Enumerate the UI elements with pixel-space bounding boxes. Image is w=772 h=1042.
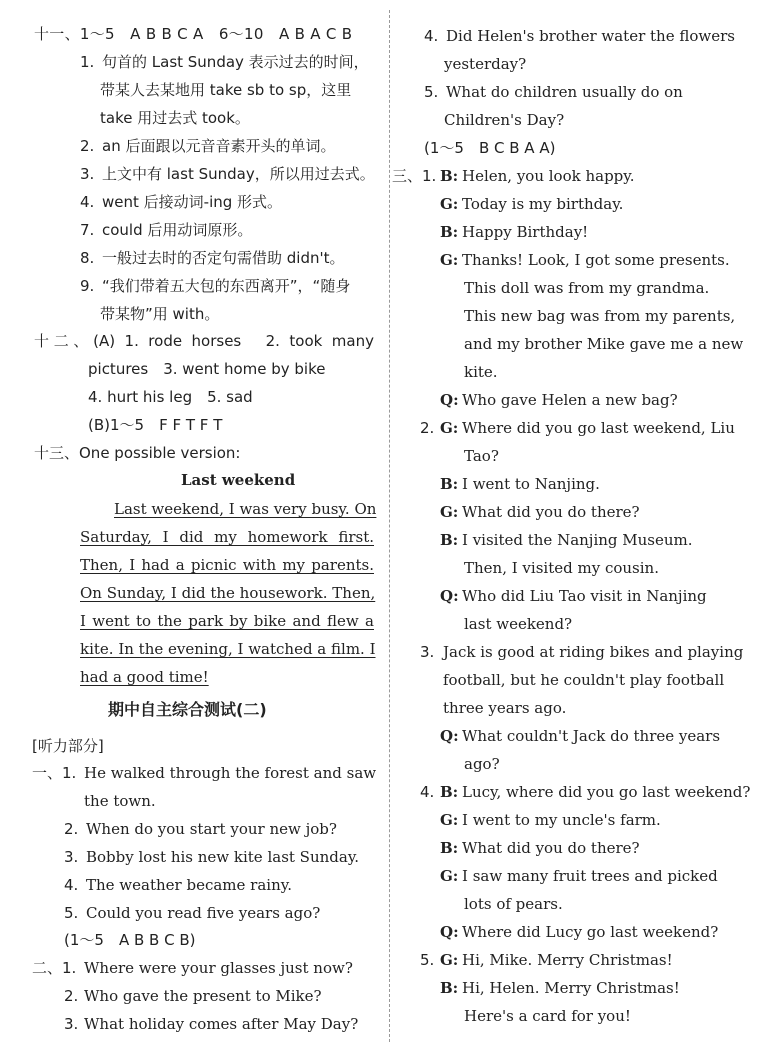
dialog-line: What did you do there?	[462, 503, 640, 521]
dialog-line: lots of pears.	[464, 895, 563, 913]
item-text: Did Helen's brother water the flowers	[446, 27, 735, 45]
dialog-line: three years ago.	[443, 699, 567, 717]
dialog-line: What couldn't Jack do three years	[462, 727, 721, 745]
speaker-label: G:	[440, 251, 459, 269]
dialog-line: Thanks! Look, I got some presents.	[462, 251, 730, 269]
dialog-line: Who did Liu Tao visit in Nanjing	[462, 587, 707, 605]
item-text: When do you start your new job?	[86, 820, 337, 838]
test-title: 期中自主综合测试(二)	[108, 700, 267, 719]
item-number: 二、1.	[32, 959, 77, 977]
column-divider	[389, 10, 390, 1042]
item-number: 3.	[64, 1015, 79, 1033]
essay-line: Last weekend, I was very busy. On	[114, 500, 377, 518]
note-number: 4.	[80, 193, 95, 211]
essay-line: had a good time!	[80, 668, 209, 686]
note-number: 8.	[80, 249, 95, 267]
speaker-label: B:	[440, 979, 459, 997]
speaker-label: B:	[440, 167, 459, 185]
right-answers: (1～5 B C B A A)	[424, 139, 556, 157]
item-text: What do children usually do on	[446, 83, 683, 101]
speaker-label: G:	[440, 867, 459, 885]
dialog-line: Where did you go last weekend, Liu	[462, 419, 735, 437]
dialog-5-prefix: 5.	[420, 951, 435, 969]
note-text: 上文中有 last Sunday，所以用过去式。	[102, 165, 375, 183]
item-text: He walked through the forest and saw	[84, 764, 377, 782]
dialog-line: kite.	[464, 363, 498, 381]
speaker-label: Q:	[440, 587, 459, 605]
item-text: What holiday comes after May Day?	[84, 1015, 359, 1033]
dialog-line: Jack is good at riding bikes and playing	[443, 643, 744, 661]
dialog-line: football, but he couldn't play football	[443, 671, 725, 689]
note-text: could 后用动词原形。	[102, 221, 253, 239]
section-12-line-1: 十二、(A) 1. rode horses 2. took many	[34, 332, 374, 350]
dialog-4-prefix: 4.	[420, 783, 435, 801]
note-text: 带某人去某地用 take sb to sp，这里	[100, 81, 352, 99]
item-text: Who gave the present to Mike?	[84, 987, 322, 1005]
item-text: The weather became rainy.	[86, 876, 292, 894]
dialog-line: I went to Nanjing.	[462, 475, 600, 493]
dialog-line: Today is my birthday.	[462, 195, 624, 213]
note-text: 带某物”用 with。	[100, 305, 220, 323]
speaker-label: B:	[440, 223, 459, 241]
speaker-label: Q:	[440, 727, 459, 745]
note-number: 3.	[80, 165, 95, 183]
dialog-line: Here's a card for you!	[464, 1007, 631, 1025]
dialog-line: ago?	[464, 755, 500, 773]
item-number: 2.	[64, 820, 79, 838]
dialog-line: I went to my uncle's farm.	[462, 811, 661, 829]
note-number: 1.	[80, 53, 95, 71]
item-number: 4.	[64, 876, 79, 894]
section-13-heading: 十三、One possible version:	[34, 444, 241, 462]
note-text: “我们带着五大包的东西离开”，“随身	[102, 277, 351, 295]
dialog-line: Happy Birthday!	[462, 223, 589, 241]
item-number: 一、1.	[32, 764, 77, 782]
item-number: 2.	[64, 987, 79, 1005]
dialog-line: Where did Lucy go last weekend?	[462, 923, 719, 941]
note-text: 一般过去时的否定句需借助 didn't。	[102, 249, 345, 267]
note-number: 7.	[80, 221, 95, 239]
dialog-line: I saw many fruit trees and picked	[462, 867, 718, 885]
dialog-line: Hi, Helen. Merry Christmas!	[462, 979, 680, 997]
dialog-line: Who gave Helen a new bag?	[462, 391, 678, 409]
speaker-label: G:	[440, 951, 459, 969]
dialog-line: Lucy, where did you go last weekend?	[462, 783, 751, 801]
speaker-label: G:	[440, 503, 459, 521]
dialog-line: What did you do there?	[462, 839, 640, 857]
dialog-line: Hi, Mike. Merry Christmas!	[462, 951, 673, 969]
section-12-line-4: (B)1～5 F F T F T	[88, 416, 223, 434]
speaker-label: B:	[440, 475, 459, 493]
item-text: yesterday?	[444, 55, 527, 73]
speaker-label: Q:	[440, 923, 459, 941]
speaker-label: Q:	[440, 391, 459, 409]
item-number: 3.	[64, 848, 79, 866]
note-text: went 后接动词-ing 形式。	[102, 193, 283, 211]
speaker-label: G:	[440, 195, 459, 213]
item-number: 5.	[424, 83, 439, 101]
essay-line: I went to the park by bike and flew a	[80, 612, 374, 630]
essay-line: kite. In the evening, I watched a film. I	[80, 640, 376, 658]
dialog-line: and my brother Mike gave me a new	[464, 335, 744, 353]
note-text: 句首的 Last Sunday 表示过去的时间，	[102, 53, 369, 71]
essay-title: Last weekend	[181, 471, 296, 489]
dialog-line: Tao?	[464, 447, 499, 465]
essay-line: On Sunday, I did the housework. Then,	[80, 584, 376, 602]
note-number: 9.	[80, 277, 95, 295]
item-number: 5.	[64, 904, 79, 922]
section-12-line-2: pictures 3. went home by bike	[88, 360, 326, 378]
item-text: Where were your glasses just now?	[84, 959, 353, 977]
dialog-line: Then, I visited my cousin.	[464, 559, 659, 577]
item-number: 4.	[424, 27, 439, 45]
item-text: the town.	[84, 792, 156, 810]
item-text: Children's Day?	[444, 111, 565, 129]
dialog-line: This new bag was from my parents,	[464, 307, 736, 325]
listening-label: [听力部分]	[32, 737, 104, 755]
speaker-label: B:	[440, 839, 459, 857]
note-text: an 后面跟以元音音素开头的单词。	[102, 137, 336, 155]
dialog-line: Helen, you look happy.	[462, 167, 635, 185]
item-text: Bobby lost his new kite last Sunday.	[86, 848, 360, 866]
speaker-label: B:	[440, 783, 459, 801]
speaker-label: B:	[440, 531, 459, 549]
essay-line: Then, I had a picnic with my parents.	[80, 556, 374, 574]
dialog-3-prefix: 3.	[420, 643, 435, 661]
dialog-line: last weekend?	[464, 615, 573, 633]
dialog-line: This doll was from my grandma.	[464, 279, 710, 297]
essay-line: Saturday, I did my homework first.	[80, 528, 374, 546]
section-11-heading: 十一、1～5 A B B C A 6～10 A B A C B	[34, 25, 353, 43]
speaker-label: G:	[440, 419, 459, 437]
dialog-2-prefix: 2.	[420, 419, 435, 437]
note-text: take 用过去式 took。	[100, 109, 250, 127]
dialog-line: I visited the Nanjing Museum.	[462, 531, 693, 549]
section-12-line-3: 4. hurt his leg 5. sad	[88, 388, 253, 406]
section-3-prefix: 三、1.	[392, 167, 437, 185]
part-1-answers: (1～5 A B B C B)	[64, 931, 196, 949]
item-text: Could you read five years ago?	[86, 904, 321, 922]
speaker-label: G:	[440, 811, 459, 829]
note-number: 2.	[80, 137, 95, 155]
